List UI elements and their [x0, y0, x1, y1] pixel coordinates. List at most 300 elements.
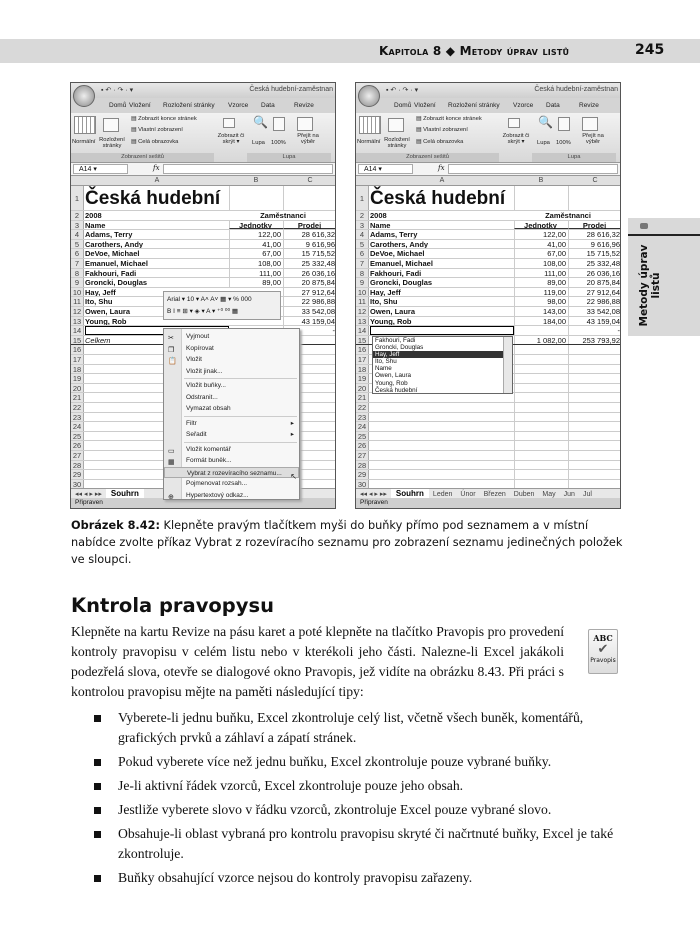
table-row	[71, 221, 335, 231]
page-layout-button[interactable]: Rozložení stránky	[384, 137, 410, 149]
table-row	[356, 461, 620, 471]
row-number[interactable]: 20	[356, 384, 369, 393]
chapter-label: Kapitola 8	[379, 44, 442, 58]
table-row	[356, 393, 620, 403]
cell-c[interactable]: 33 542,08	[568, 307, 620, 316]
cell-b[interactable]	[514, 355, 568, 364]
zoom100-button[interactable]: 100%	[271, 140, 286, 146]
sheet-tab[interactable]: Únor	[460, 491, 476, 498]
menu-separator	[184, 442, 297, 443]
row-number[interactable]: 23	[71, 413, 84, 422]
cell-b[interactable]	[514, 326, 568, 335]
cell-b[interactable]: 89,00	[514, 278, 568, 287]
cell-b[interactable]: 89,00	[229, 278, 283, 287]
row-number[interactable]: 11	[356, 297, 369, 306]
cell-c[interactable]	[568, 393, 620, 402]
tab-5[interactable]: Revize	[579, 102, 599, 109]
dropdown-list	[372, 336, 513, 394]
zoom-selection-button[interactable]: Přejít na výběr	[582, 133, 604, 145]
office-button[interactable]	[73, 85, 95, 107]
menu-item-label: Formát buněk...	[186, 457, 232, 464]
menu-item-icon: 📋	[168, 358, 177, 365]
cell-b[interactable]: 184,00	[514, 317, 568, 326]
table-row	[356, 432, 620, 442]
normal-view-icon	[359, 116, 381, 134]
separator-icon: ◆	[445, 44, 456, 58]
bullet-icon	[94, 715, 101, 722]
cell-b[interactable]	[514, 374, 568, 383]
checkmark-icon: ✔	[597, 642, 609, 657]
row-number[interactable]: 4	[356, 230, 369, 239]
row-number[interactable]: 22	[356, 403, 369, 412]
row-number[interactable]: 26	[71, 441, 84, 450]
window-title: Česká hudební-zaměstnan	[249, 86, 333, 93]
cell-a[interactable]: Adams, Terry	[85, 230, 133, 240]
ribbon	[71, 113, 335, 163]
custom-views-button[interactable]: ▤ Vlastní zobrazení	[416, 127, 468, 133]
column-header-C[interactable]: C	[307, 177, 313, 184]
cell-a[interactable]: Fakhouri, Fadi	[370, 268, 422, 278]
row-number[interactable]: 13	[356, 317, 369, 326]
cell-b[interactable]: 143,00	[514, 307, 568, 316]
tab-5[interactable]: Revize	[294, 102, 314, 109]
zoom-selection-button[interactable]: Přejít na výběr	[297, 133, 319, 145]
cell-b[interactable]: 67,00	[514, 249, 568, 258]
menu-item[interactable]	[164, 490, 299, 502]
menu-item[interactable]	[164, 444, 299, 456]
cell-b[interactable]: 122,00	[229, 230, 283, 239]
tab-marker	[640, 223, 648, 229]
tab-0[interactable]: Domů	[394, 102, 412, 109]
sheet-tab[interactable]: Jun	[563, 491, 575, 498]
cell-c[interactable]: 20 875,84	[283, 278, 335, 287]
table-row	[356, 403, 620, 413]
sheet-nav-buttons[interactable]: ◂◂ ◂ ▸ ▸▸	[360, 491, 387, 498]
dropdown-item[interactable]: Hay, Jeff	[373, 351, 503, 358]
row-number[interactable]: 7	[71, 259, 84, 268]
row-number[interactable]: 17	[71, 355, 84, 364]
row-number[interactable]: 8	[71, 269, 84, 278]
tab-3[interactable]: Vzorce	[513, 102, 534, 109]
row-number[interactable]: 16	[356, 345, 369, 354]
menu-item[interactable]	[164, 366, 299, 378]
quick-access-toolbar[interactable]: ▪ ↶ · ↷ · ▾	[386, 87, 419, 94]
custom-views-button[interactable]: ▤ Vlastní zobrazení	[131, 127, 183, 133]
tab-1[interactable]: Vložení	[129, 102, 151, 109]
row-number[interactable]: 5	[71, 240, 84, 249]
cell-b[interactable]	[514, 186, 568, 210]
tab-0[interactable]: Domů	[109, 102, 127, 109]
tab-4[interactable]: Data	[546, 102, 560, 109]
cell-a[interactable]: Name	[370, 220, 391, 230]
row-number[interactable]: 19	[71, 374, 84, 383]
cell-a[interactable]: Fakhouri, Fadi	[85, 268, 137, 278]
cell-a[interactable]: Owen, Laura	[370, 307, 416, 316]
font-select[interactable]: Arial ▾	[167, 296, 187, 303]
cell-c[interactable]: -	[568, 326, 620, 335]
row-number[interactable]: 7	[356, 259, 369, 268]
row-number[interactable]: 2	[71, 211, 84, 220]
cell-c[interactable]: 43 159,04	[568, 317, 620, 326]
column-headers	[356, 176, 620, 186]
zoom-icon: 🔍	[538, 115, 553, 129]
row-number[interactable]: 21	[356, 393, 369, 402]
column-header-A[interactable]: A	[154, 177, 160, 184]
row-number[interactable]: 11	[71, 297, 84, 306]
cell-a[interactable]: Name	[85, 220, 106, 230]
cell-c[interactable]	[568, 355, 620, 364]
row-number[interactable]: 18	[356, 365, 369, 374]
cell-a[interactable]: Emanuel, Michael	[370, 259, 433, 268]
cell-a[interactable]: DeVoe, Michael	[370, 249, 425, 259]
tab-1[interactable]: Vložení	[414, 102, 436, 109]
cell-a[interactable]: Carothers, Andy	[85, 239, 144, 249]
bullet-icon	[94, 875, 101, 882]
formula-bar	[356, 163, 620, 176]
cell-b[interactable]	[514, 422, 568, 431]
cell-c[interactable]: Prodej	[283, 221, 335, 230]
row-number[interactable]: 24	[356, 422, 369, 431]
row-number[interactable]: 23	[356, 413, 369, 422]
show-hide-icon	[508, 118, 520, 128]
row-number[interactable]: 30	[356, 480, 369, 489]
row-number[interactable]: 25	[71, 432, 84, 441]
cell-c[interactable]: 20 875,84	[568, 278, 620, 287]
menu-item-label: Kopírovat	[186, 344, 214, 352]
sheet-tab[interactable]: Duben	[513, 491, 535, 498]
menu-item-icon: ✂	[168, 335, 174, 342]
sheet-tab[interactable]: May	[542, 491, 556, 498]
status-bar: Připraven	[356, 498, 620, 508]
menu-item-icon: ▭	[168, 447, 175, 455]
format-buttons[interactable]: A˄ A˅ ▦ ▾ % 000	[200, 296, 252, 303]
tab-3[interactable]: Vzorce	[228, 102, 249, 109]
menu-item[interactable]	[164, 478, 299, 490]
cell-a[interactable]: Groncki, Douglas	[370, 278, 433, 288]
row-number[interactable]: 19	[356, 374, 369, 383]
row-number[interactable]: 9	[71, 278, 84, 287]
dropdown-item[interactable]: Groncki, Douglas	[375, 344, 424, 352]
row-number[interactable]: 14	[356, 326, 369, 335]
sheet-tab[interactable]: Jul	[582, 491, 592, 498]
cell-c[interactable]	[568, 413, 620, 422]
row-number[interactable]: 1	[71, 186, 84, 210]
cell-a[interactable]: Emanuel, Michael	[85, 259, 148, 268]
cell-c[interactable]: 26 036,16	[283, 269, 335, 278]
show-hide-button[interactable]: Zobrazit či skrýt ▾	[217, 133, 245, 145]
sheet-nav-buttons[interactable]: ◂◂ ◂ ▸ ▸▸	[75, 491, 102, 498]
dropdown-scrollbar[interactable]	[503, 337, 512, 393]
menu-item[interactable]	[164, 418, 299, 430]
row-number[interactable]: 26	[356, 441, 369, 450]
cell-c[interactable]: 25 332,48	[283, 259, 335, 268]
cell-b[interactable]	[514, 384, 568, 393]
cell-c[interactable]	[568, 441, 620, 450]
cell-c[interactable]	[568, 186, 620, 210]
show-hide-button[interactable]: Zobrazit či skrýt ▾	[502, 133, 530, 145]
row-number[interactable]: 10	[356, 288, 369, 297]
column-header-A[interactable]: A	[439, 177, 445, 184]
cell-b[interactable]: 111,00	[514, 269, 568, 278]
cell-a[interactable]: Hay, Jeff	[85, 287, 116, 297]
cell-a[interactable]: Groncki, Douglas	[85, 278, 148, 288]
menu-item-label: Odstranit...	[186, 393, 218, 401]
cell-a[interactable]: 2008	[85, 211, 102, 220]
page-breaks-button[interactable]: ▤ Zobrazit konce stránek	[416, 116, 482, 122]
menu-item[interactable]	[164, 455, 299, 467]
cell-c[interactable]: 27 912,64	[568, 288, 620, 297]
cell-b[interactable]	[514, 451, 568, 460]
office-button[interactable]	[358, 85, 380, 107]
cell-b[interactable]	[514, 365, 568, 374]
normal-view-button[interactable]: Normální	[72, 139, 96, 145]
cell-b[interactable]: Jednotky	[229, 221, 283, 230]
zoom-button[interactable]: Lupa	[252, 140, 265, 146]
zoom100-icon	[273, 117, 285, 131]
tab-2[interactable]: Rozložení stránky	[448, 102, 500, 109]
menu-item-icon: ▦	[168, 459, 175, 466]
cell-b[interactable]	[514, 345, 568, 354]
cell-c[interactable]	[568, 374, 620, 383]
row-number[interactable]: 20	[71, 384, 84, 393]
cell-a[interactable]: Adams, Terry	[370, 230, 418, 240]
normal-view-button[interactable]: Normální	[357, 139, 381, 145]
fullscreen-button[interactable]: ▤ Celá obrazovka	[416, 139, 464, 145]
row-number[interactable]: 1	[356, 186, 369, 210]
cell-c[interactable]	[568, 470, 620, 479]
cell-c[interactable]: 25 332,48	[568, 259, 620, 268]
function-icon[interactable]: fx	[438, 164, 445, 172]
cell-c[interactable]: 28 616,32	[568, 230, 620, 239]
row-number[interactable]: 24	[71, 422, 84, 431]
row-number[interactable]: 14	[71, 326, 84, 335]
cell-c[interactable]: 15 715,52	[283, 249, 335, 258]
cell-c[interactable]	[568, 384, 620, 393]
dropdown-item[interactable]: Owen, Laura	[375, 372, 412, 380]
zoom-button[interactable]: Lupa	[537, 140, 550, 146]
tab-2[interactable]: Rozložení stránky	[163, 102, 215, 109]
caption-text: Klepněte pravým tlačítkem myši do buňky přímo pod seznamem a v místní nabídce zvolte příkaz Vybrat z rozevíracího seznamu pro zobrazení seznamu jedinečných položek ve sloupci.	[71, 519, 623, 566]
cell-b[interactable]: 98,00	[514, 297, 568, 306]
row-number[interactable]: 16	[71, 345, 84, 354]
menu-item[interactable]	[164, 343, 299, 355]
cell-c[interactable]	[568, 345, 620, 354]
cell-c[interactable]: 9 616,96	[283, 240, 335, 249]
list-item	[94, 776, 624, 796]
dropdown-item[interactable]: Fakhouri, Fadi	[375, 337, 416, 344]
zoom100-button[interactable]: 100%	[556, 140, 571, 146]
cell-c[interactable]: 26 036,16	[568, 269, 620, 278]
cell-c[interactable]: 33 542,08	[283, 307, 335, 316]
row-number[interactable]: 13	[71, 317, 84, 326]
cell-c[interactable]	[568, 365, 620, 374]
size-select[interactable]: 10 ▾	[186, 296, 201, 303]
table-row	[356, 221, 620, 231]
cell-a[interactable]: Owen, Laura	[85, 307, 131, 316]
dropdown-item[interactable]: Name	[375, 365, 392, 373]
menu-separator	[184, 416, 297, 417]
row-number[interactable]: 28	[71, 461, 84, 470]
cell-c[interactable]: -	[283, 326, 335, 335]
cell-c[interactable]	[568, 422, 620, 431]
cell-c[interactable]: 28 616,32	[283, 230, 335, 239]
menu-item[interactable]	[164, 392, 299, 404]
menu-item[interactable]	[164, 429, 299, 441]
formula-bar	[71, 163, 335, 176]
column-header-B[interactable]: B	[253, 177, 259, 184]
cell-a[interactable]: Hay, Jeff	[370, 287, 401, 297]
menu-item[interactable]	[164, 467, 299, 479]
sheet-tab[interactable]: Souhrn	[391, 489, 429, 498]
cell-b[interactable]: 111,00	[229, 269, 283, 278]
row-number[interactable]: 10	[71, 288, 84, 297]
row-number[interactable]: 9	[356, 278, 369, 287]
sheet-tab[interactable]: Souhrn	[106, 489, 144, 498]
row-number[interactable]: 3	[356, 221, 369, 230]
table-row	[356, 240, 620, 250]
cell-b[interactable]	[229, 186, 283, 210]
formula-input[interactable]	[163, 164, 333, 174]
row-number[interactable]: 2	[356, 211, 369, 220]
column-header-C[interactable]: C	[592, 177, 598, 184]
formula-input[interactable]	[448, 164, 618, 174]
cell-b[interactable]	[514, 413, 568, 422]
menu-item[interactable]	[164, 380, 299, 392]
cell-a[interactable]	[370, 326, 514, 335]
cell-a[interactable]: Ito, Shu	[370, 297, 398, 307]
cell-a[interactable]: 2008	[370, 211, 387, 220]
dropdown-item[interactable]: Česká hudební	[375, 386, 418, 394]
function-icon[interactable]: fx	[153, 164, 160, 172]
row-number[interactable]: 29	[71, 470, 84, 479]
column-header-B[interactable]: B	[538, 177, 544, 184]
cell-b[interactable]: 108,00	[229, 259, 283, 268]
fullscreen-button[interactable]: ▤ Celá obrazovka	[131, 139, 179, 145]
row-number[interactable]: 27	[71, 451, 84, 460]
cell-c[interactable]: 22 986,88	[568, 297, 620, 306]
cell-c[interactable]	[568, 461, 620, 470]
side-tab-label: Metody úprav listů	[638, 244, 662, 327]
submenu-arrow-icon: ▸	[290, 431, 294, 438]
quick-access-toolbar[interactable]: ▪ ↶ · ↷ · ▾	[101, 87, 134, 94]
cell-b[interactable]	[514, 461, 568, 470]
cell-a[interactable]: Celkem	[85, 335, 111, 345]
dropdown-item[interactable]: Ito, Shu	[375, 358, 397, 366]
group-label-workbook-views: Zobrazení sešitů	[356, 153, 499, 162]
page-layout-button[interactable]: Rozložení stránky	[99, 137, 125, 149]
sheet-tab[interactable]: Březen	[483, 491, 506, 498]
row-number[interactable]: 21	[71, 393, 84, 402]
cell-c[interactable]	[283, 186, 335, 210]
window-title: Česká hudební-zaměstnan	[534, 86, 618, 93]
mini-toolbar-row2[interactable]: B I ≡ ⊞ ▾ ◈ ▾ A ▾ ⁺⁰ ⁰⁰ ▦	[167, 308, 239, 315]
cell-a[interactable]: Ito, Shu	[85, 297, 113, 307]
cell-b[interactable]: 108,00	[514, 259, 568, 268]
table-row	[71, 186, 335, 211]
row-number[interactable]: 29	[356, 470, 369, 479]
row-number[interactable]: 12	[356, 307, 369, 316]
cell-c[interactable]: Prodej	[568, 221, 620, 230]
sheet-tab[interactable]: Leden	[432, 491, 453, 498]
table-row	[356, 186, 620, 211]
cell-a[interactable]: Česká hudební	[370, 188, 506, 209]
page-breaks-button[interactable]: ▤ Zobrazit konce stránek	[131, 116, 197, 122]
menu-item[interactable]	[164, 331, 299, 343]
cell-c[interactable]	[568, 403, 620, 412]
row-number[interactable]: 3	[71, 221, 84, 230]
cell-b[interactable]: 67,00	[229, 249, 283, 258]
menu-item-label: Seřadit	[186, 431, 207, 438]
cell-c[interactable]	[568, 432, 620, 441]
list-item-text: Jestliže vyberete slovo v řádku vzorců, zkontroluje Excel pouze vybrané slovo.	[118, 802, 552, 817]
row-number[interactable]: 28	[356, 461, 369, 470]
row-number[interactable]: 6	[71, 249, 84, 258]
cell-b[interactable]: 122,00	[514, 230, 568, 239]
menu-item-icon: ⊕	[168, 493, 174, 501]
table-row	[71, 269, 335, 279]
cell-b[interactable]: 119,00	[514, 288, 568, 297]
row-number[interactable]: 6	[356, 249, 369, 258]
row-number[interactable]: 17	[356, 355, 369, 364]
row-number[interactable]: 12	[71, 307, 84, 316]
column-headers	[71, 176, 335, 186]
cell-a[interactable]: DeVoe, Michael	[85, 249, 140, 259]
cell-c[interactable]: 43 159,04	[283, 317, 335, 326]
menu-item[interactable]	[164, 403, 299, 415]
cell-a[interactable]: Young, Rob	[85, 316, 127, 326]
cell-b[interactable]: 1 082,00	[514, 336, 568, 345]
cell-c[interactable]: 22 986,88	[283, 297, 335, 306]
cell-b[interactable]	[514, 441, 568, 450]
cell-a[interactable]: Carothers, Andy	[370, 239, 429, 249]
row-number[interactable]: 18	[71, 365, 84, 374]
cell-c[interactable]: 9 616,96	[568, 240, 620, 249]
tab-4[interactable]: Data	[261, 102, 275, 109]
side-tab	[628, 218, 700, 336]
cell-a[interactable]: Young, Rob	[370, 316, 412, 326]
cell-b[interactable]: 41,00	[514, 240, 568, 249]
cell-c[interactable]: 27 912,64	[283, 288, 335, 297]
table-row	[356, 413, 620, 423]
row-number[interactable]: 30	[71, 480, 84, 489]
name-box[interactable]: A14 ▾	[358, 164, 413, 174]
cell-c[interactable]	[568, 451, 620, 460]
cell-b[interactable]	[514, 393, 568, 402]
row-number[interactable]: 25	[356, 432, 369, 441]
cell-b[interactable]	[514, 403, 568, 412]
dropdown-item[interactable]: Young, Rob	[375, 379, 408, 387]
row-number[interactable]: 15	[356, 336, 369, 345]
row-number[interactable]: 27	[356, 451, 369, 460]
row-number[interactable]: 4	[71, 230, 84, 239]
menu-item[interactable]	[164, 354, 299, 366]
cell-b[interactable]: Jednotky	[514, 221, 568, 230]
table-row	[356, 259, 620, 269]
ribbon	[356, 113, 620, 163]
cell-a[interactable]: Česká hudební	[85, 188, 221, 209]
row-number[interactable]: 15	[71, 336, 84, 345]
cell-b[interactable]: 41,00	[229, 240, 283, 249]
row-number[interactable]: 5	[356, 240, 369, 249]
row-number[interactable]: 22	[71, 403, 84, 412]
cell-b[interactable]	[514, 432, 568, 441]
cell-c[interactable]: 253 793,92	[568, 336, 620, 345]
menu-item-label: Vložit buňky...	[186, 382, 226, 389]
cell-c[interactable]: 15 715,52	[568, 249, 620, 258]
name-box[interactable]: A14 ▾	[73, 164, 128, 174]
cell-b[interactable]	[514, 470, 568, 479]
row-number[interactable]: 8	[356, 269, 369, 278]
